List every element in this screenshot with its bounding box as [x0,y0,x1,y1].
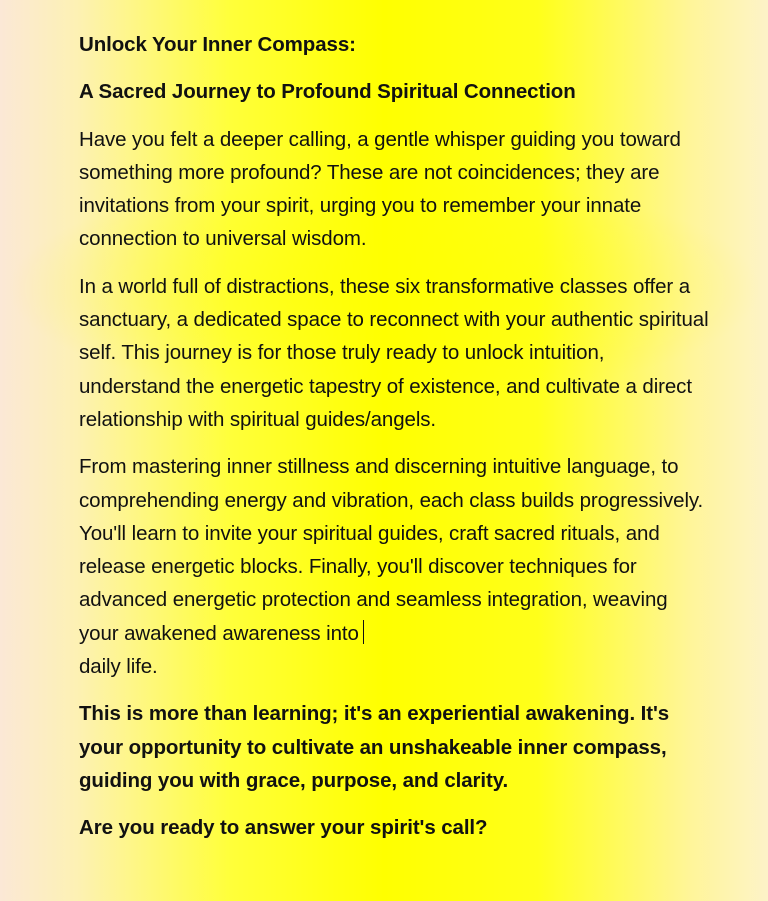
document-body[interactable] [79,28,709,859]
paragraph-curriculum [79,450,709,683]
paragraph-awakening: This is more than learning; it's an experiential awakening. It's your opportunity to cultivate an unshakeable inner compass, guiding you with grace, purpose, and clarity. [79,702,670,792]
document-subheading: A Sacred Journey to Profound Spiritual Connection [79,80,576,104]
document-heading: Unlock Your Inner Compass: [79,33,356,56]
paragraph-intro: Have you felt a deeper calling, a gentle whisper guiding you toward something more profound? These are not coincidences; they are invitations from your spirit, urging you to remember your innate connection to universal wisdom. [79,127,681,251]
paragraph-classes: In a world full of distractions, these six transformative classes offer a sanctuary, a dedicated space to reconnect with your authentic spiritual self. This journey is for those truly ready to unlock intuition, understand the energetic tapestry of existence, and cultivate a direct relationship with spiritual guides/angels. [79,274,709,431]
paragraph-curriculum-text: From mastering inner stillness and discerning intuitive language, to comprehending energy and vibration, each class builds progressively. You'll learn to invite your spiritual guides, craft sacred rituals, and release energetic blocks. Finally, you'll discover techniques for advanced energetic protection and seamless integration, weaving your awakened awareness into [79,455,704,645]
closing-question: Are you ready to answer your spirit's call? [79,816,488,840]
text-cursor [363,620,364,644]
paragraph-curriculum-end: daily life. [79,655,158,679]
